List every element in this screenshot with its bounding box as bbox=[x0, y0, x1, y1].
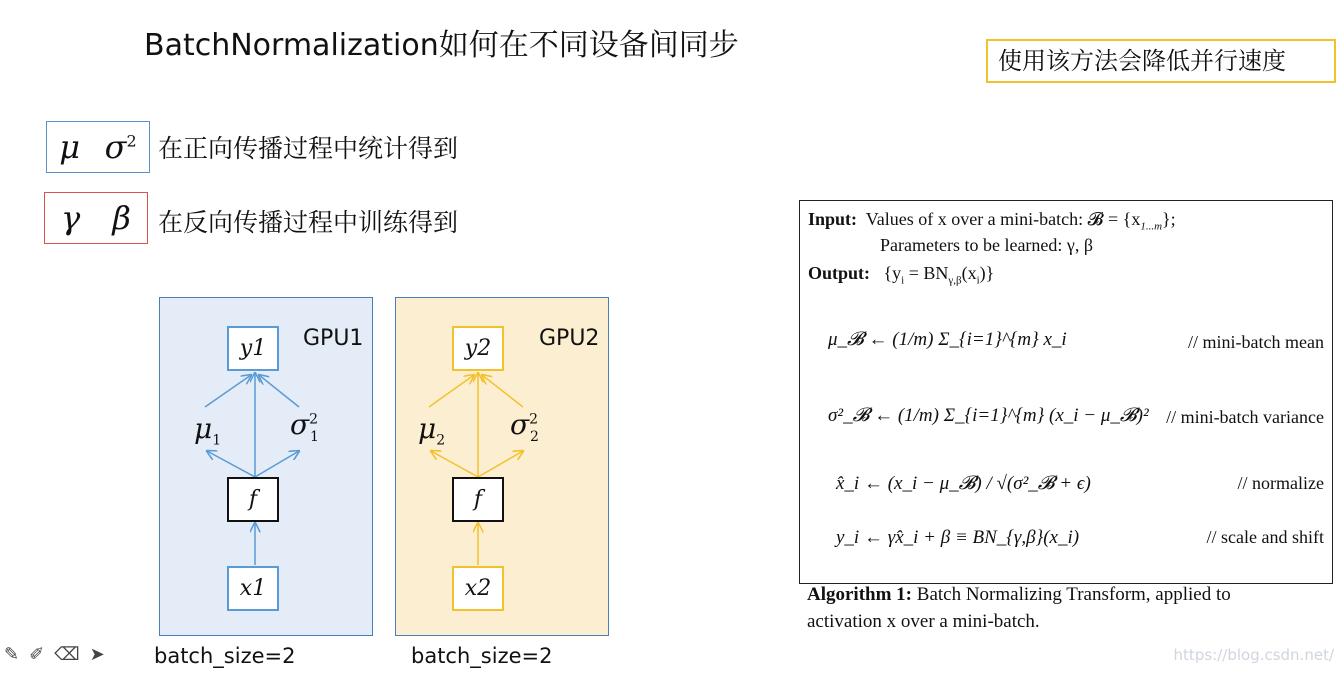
gpu1-mu: $\mu_1$ bbox=[194, 412, 222, 449]
backward-text: 在反向传播过程中训练得到 bbox=[158, 208, 459, 237]
beta-symbol: β bbox=[112, 199, 131, 237]
equation-normalize: x̂_i ← (x_i − μ_𝓑) / √(σ²_𝓑 + ϵ) bbox=[836, 473, 1091, 494]
gpu2-batch-size: batch_size=2 bbox=[411, 644, 553, 668]
gpu2-label: GPU2 bbox=[539, 326, 600, 351]
eraser-icon[interactable]: ⌫ bbox=[54, 644, 80, 665]
forward-text: 在正向传播过程中统计得到 bbox=[158, 134, 459, 163]
algorithm-caption: Algorithm 1: Batch Normalizing Transform, applied to bbox=[807, 584, 1231, 605]
mu-symbol: μ bbox=[59, 128, 81, 166]
gpu1-sigma: $\sigma^2_1$ bbox=[290, 408, 319, 445]
gpu2-mu: $\mu_2$ bbox=[418, 412, 446, 449]
algo-output-line: Output: $\{y_i = BN_{\gamma,\beta}(x_i)\}$ bbox=[808, 263, 995, 287]
algorithm-caption-line2: activation x over a mini-batch. bbox=[807, 611, 1040, 632]
pointer-icon[interactable]: ➤ bbox=[89, 644, 105, 665]
algo-input-line: Input: Values of x over a mini-batch: 𝓑 = $\{x_{1...m}\}$; bbox=[808, 209, 1176, 233]
equation-scale-shift: y_i ← γx̂_i + β ≡ BN_{γ,β}(x_i) bbox=[836, 527, 1080, 548]
algo-params-line: Parameters to be learned: γ, β bbox=[880, 235, 1094, 255]
sigma-symbol: $\sigma^2$ bbox=[104, 128, 137, 166]
slide-title: BatchNormalization如何在不同设备间同步 bbox=[144, 28, 739, 63]
gpu1-f-node: f bbox=[227, 477, 279, 522]
gpu2-f-node: f bbox=[452, 477, 504, 522]
comment-normalize: // normalize bbox=[1237, 473, 1324, 493]
presentation-toolbar bbox=[4, 644, 105, 665]
equation-variance: σ²_𝓑 ← (1/m) Σ_{i=1}^{m} (x_i − μ_𝓑)² bbox=[828, 405, 1149, 426]
gpu1-label: GPU1 bbox=[303, 326, 364, 351]
gpu1-y-node: y1 bbox=[227, 326, 279, 371]
gamma-symbol: γ bbox=[61, 199, 81, 237]
gpu1-x-node: x1 bbox=[227, 566, 279, 611]
gamma-beta-box bbox=[44, 192, 148, 244]
gpu2-y-node: y2 bbox=[452, 326, 504, 371]
comment-scale-shift: // scale and shift bbox=[1206, 527, 1324, 547]
pen-icon[interactable]: ✎ bbox=[4, 644, 20, 665]
comment-mean: // mini-batch mean bbox=[1188, 332, 1324, 352]
algorithm-box bbox=[799, 200, 1333, 584]
highlighter-icon[interactable]: ✐ bbox=[29, 644, 45, 665]
gpu2-sigma: $\sigma^2_2$ bbox=[510, 408, 539, 445]
mu-sigma-box bbox=[46, 121, 150, 173]
comment-variance: // mini-batch variance bbox=[1166, 407, 1324, 427]
note-box: 使用该方法会降低并行速度 bbox=[986, 39, 1336, 83]
watermark: https://blog.csdn.net/ bbox=[1173, 646, 1334, 664]
gpu2-x-node: x2 bbox=[452, 566, 504, 611]
gpu1-batch-size: batch_size=2 bbox=[154, 644, 296, 668]
equation-mean: μ_𝓑 ← (1/m) Σ_{i=1}^{m} x_i bbox=[828, 329, 1067, 350]
